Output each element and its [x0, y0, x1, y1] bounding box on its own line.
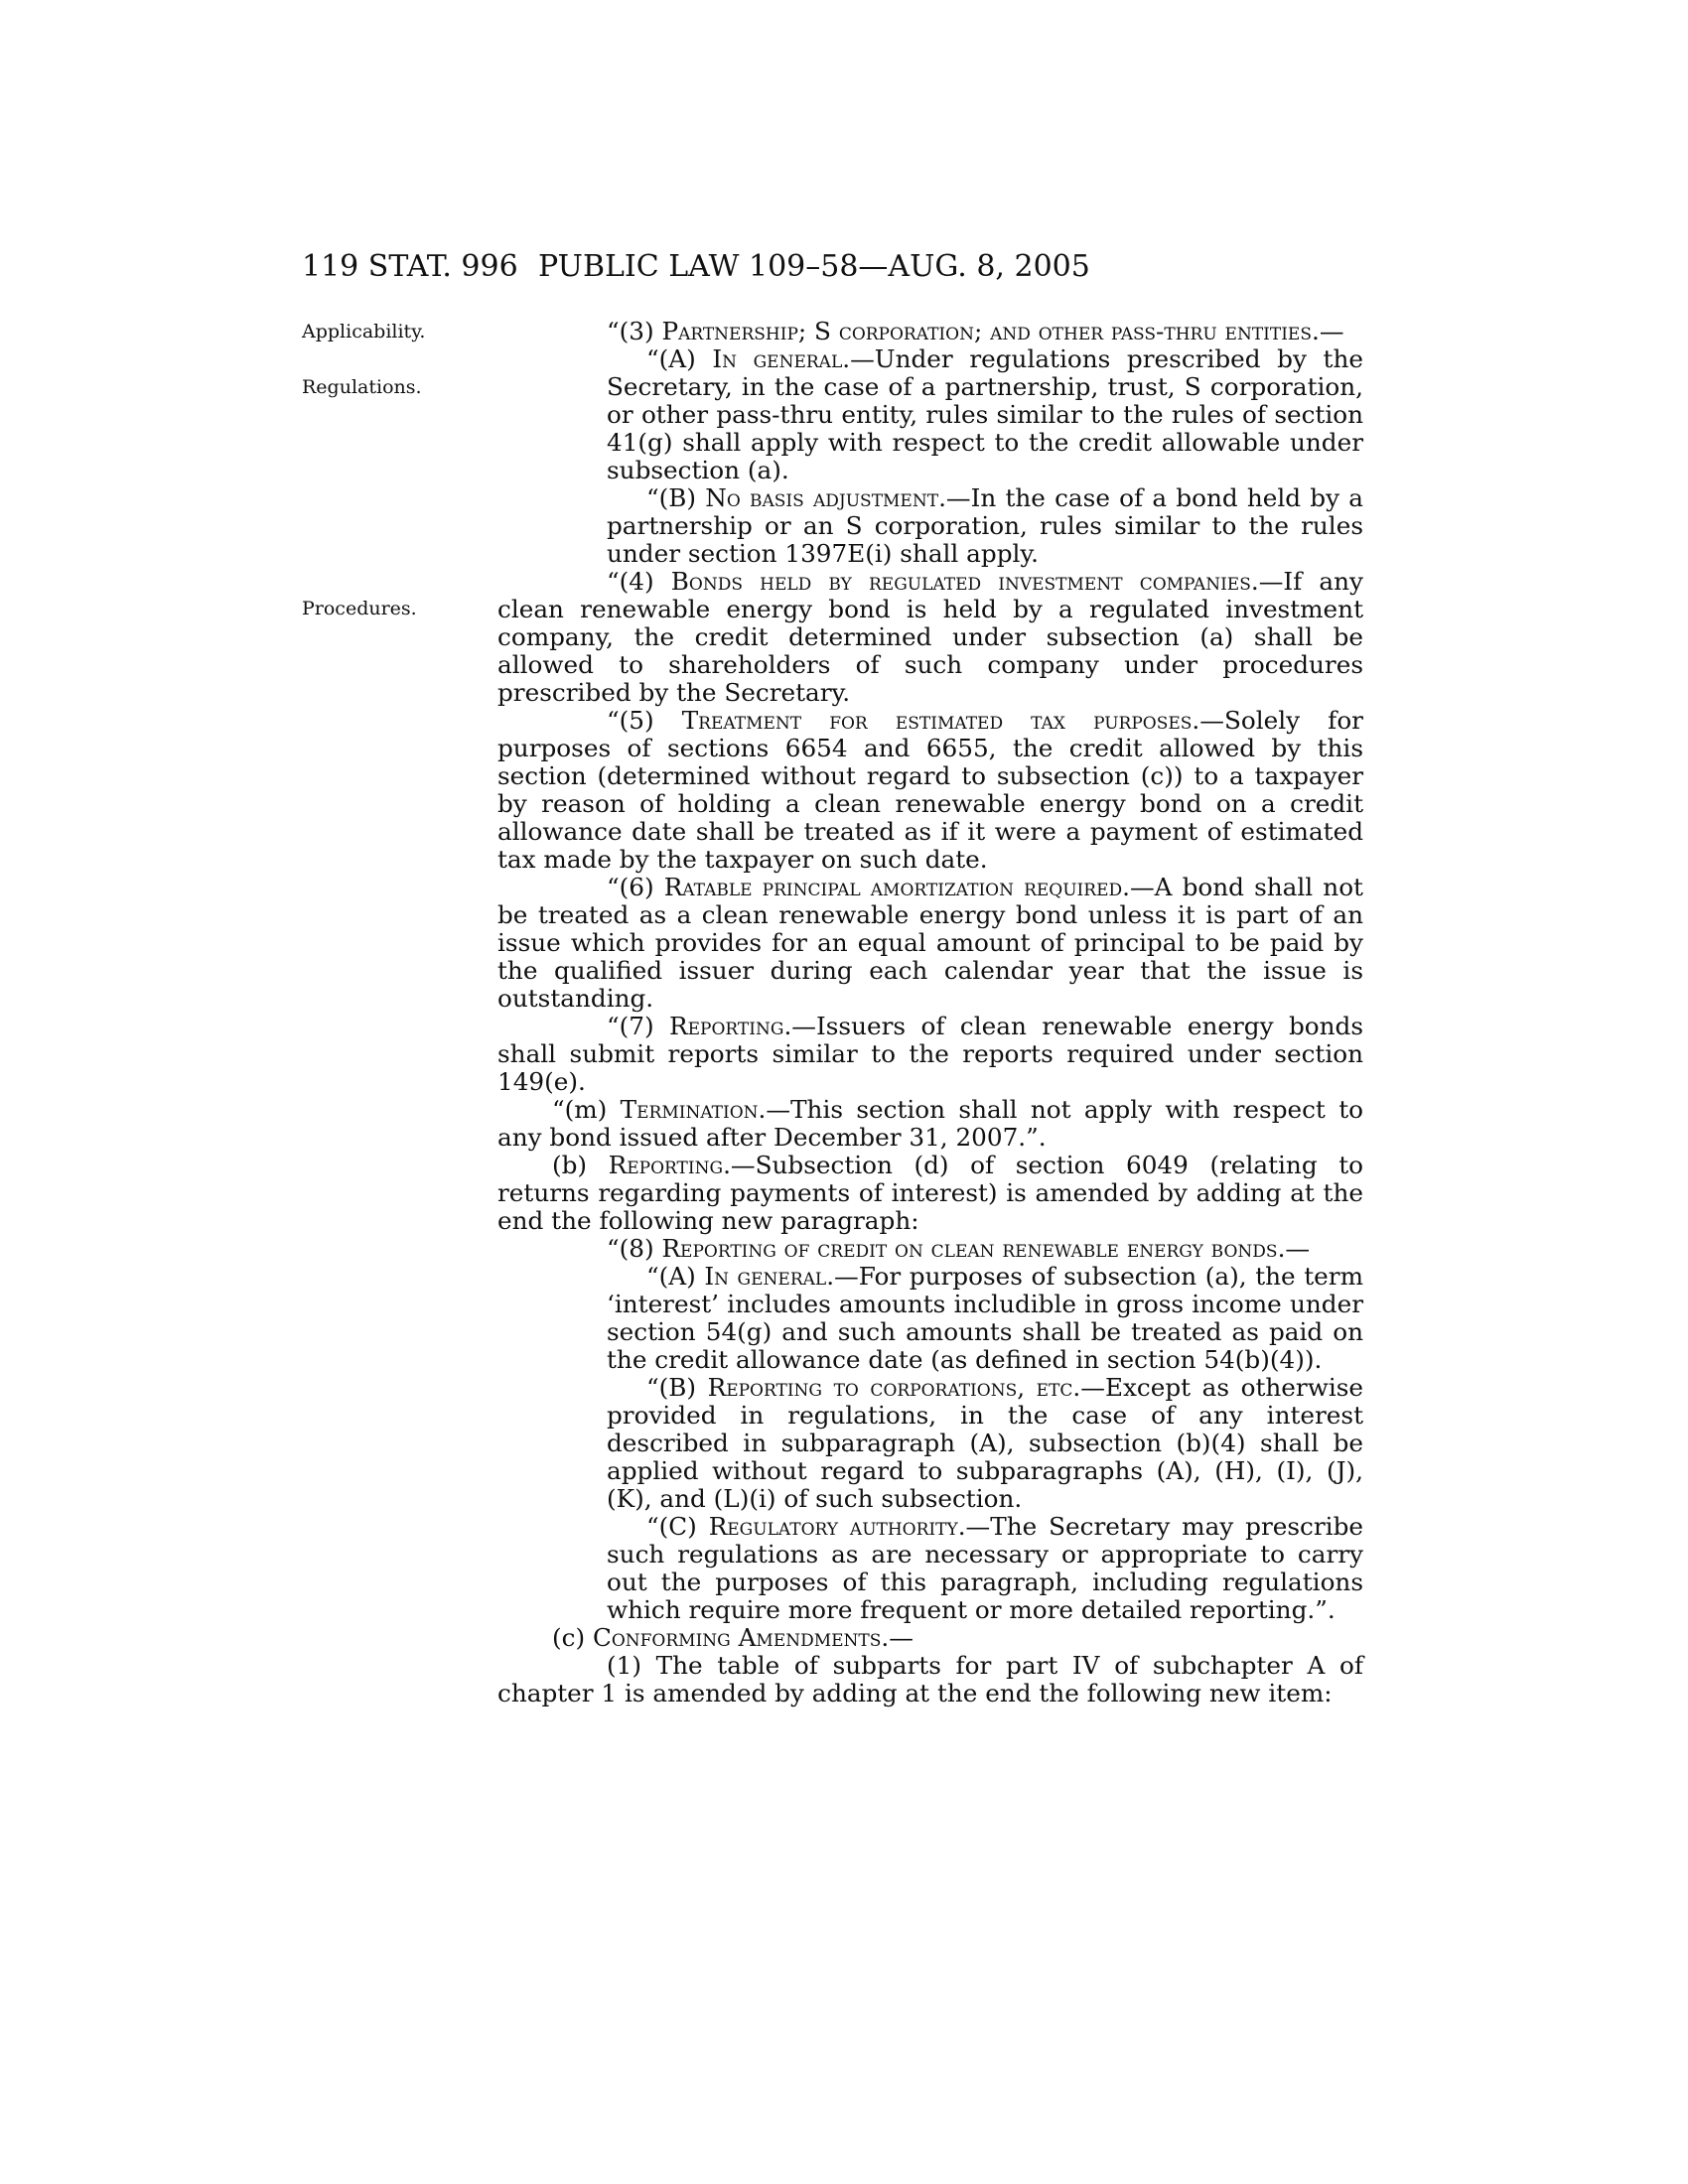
subparagraph-8b-number: “(B): [646, 1373, 708, 1402]
subparagraph-8c: [497, 1513, 1363, 1624]
subsection-b-number: (b): [552, 1151, 609, 1179]
margin-note-regulations: Regulations.: [302, 376, 422, 398]
paragraph-6-number: “(6): [607, 873, 664, 901]
subparagraph-3a: [497, 345, 1363, 484]
subsection-c-heading: Conforming Amendments: [592, 1623, 882, 1652]
subparagraph-3b-heading: No basis adjustment: [705, 483, 939, 512]
subparagraph-8c-number: “(C): [646, 1512, 709, 1541]
margin-note-applicability: Applicability.: [302, 321, 426, 342]
paragraph-7-heading: Reporting: [669, 1012, 784, 1040]
paragraph-7: [497, 1013, 1363, 1096]
paragraph-c1-text: (1) The table of subparts for part IV of subchapter A of chapter 1 is amended by adding at the end the following new item:: [497, 1651, 1363, 1707]
paragraph-6-text: .—A bond shall not be treated as a clean renewable energy bond unless it is part of an issue which provides for an equal amount of principal to be paid by the qualified issuer during each calendar year that the issue is outstanding.: [497, 873, 1363, 1013]
paragraph-6: [497, 874, 1363, 1013]
paragraph-6-heading: Ratable principal amortization required: [663, 873, 1123, 901]
paragraph-8-text: .—: [1277, 1234, 1311, 1263]
paragraph-7-number: “(7): [607, 1012, 670, 1040]
paragraph-3-number: “(3): [607, 317, 662, 345]
subparagraph-8a: [497, 1263, 1363, 1374]
subsection-b: [497, 1152, 1363, 1235]
paragraph-8: [497, 1235, 1363, 1263]
law-title: PUBLIC LAW 109–58—AUG. 8, 2005: [538, 249, 1090, 284]
subparagraph-3b: [497, 484, 1363, 568]
paragraph-7-text: .—Issuers of clean renewable energy bonds shall submit reports similar to the reports required under section 149(e).: [497, 1012, 1363, 1096]
paragraph-4-number: “(4): [607, 567, 671, 596]
subsection-m-heading: Termination: [620, 1095, 759, 1124]
subparagraph-3a-text: .—Under regulations prescribed by the Secretary, in the case of a partnership, trust, S corporation, or other pass-thru entity, rules similar to the rules of section 41(g) shall apply with respect to the credit allowable under subsection (a).: [607, 344, 1363, 484]
margin-note-procedures: Procedures.: [302, 598, 417, 619]
paragraph-8-heading: Reporting of credit on clean renewable energy bonds: [661, 1234, 1278, 1263]
paragraph-c1: [497, 1652, 1363, 1707]
subsection-m-text: .—This section shall not apply with respect to any bond issued after December 31, 2007.”.: [497, 1095, 1363, 1152]
subsection-c-number: (c): [552, 1623, 593, 1652]
paragraph-4-heading: Bonds held by regulated investment companies: [670, 567, 1251, 596]
subsection-c: [497, 1624, 1363, 1652]
subparagraph-3a-heading: In general: [712, 344, 843, 373]
paragraph-3-heading: Partnership; S corporation; and other pass-thru entities: [661, 317, 1312, 345]
paragraph-5-text: .—Solely for purposes of sections 6654 and 6655, the credit allowed by this section (determined without regard to subsection (c)) to a taxpayer by reason of holding a clean renewable energy bond on a credit allowance date shall be treated as if it were a payment of estimated tax made by the taxpayer on such date.: [497, 706, 1363, 874]
paragraph-5: [497, 707, 1363, 874]
subparagraph-3b-text: .—In the case of a bond held by a partnership or an S corporation, rules similar to the rules under section 1397E(i) shall apply.: [607, 483, 1363, 568]
subparagraph-8c-heading: Regulatory authority: [708, 1512, 958, 1541]
paragraph-8-number: “(8): [607, 1234, 662, 1263]
subparagraph-8b: [497, 1374, 1363, 1513]
subparagraph-8a-number: “(A): [646, 1262, 705, 1291]
document-body: [497, 318, 1363, 1707]
subparagraph-3b-number: “(B): [646, 483, 706, 512]
paragraph-5-heading: Treatment for estimated tax purposes: [681, 706, 1193, 735]
paragraph-5-number: “(5): [607, 706, 682, 735]
subsection-b-text: .—Subsection (d) of section 6049 (relating to returns regarding payments of interest) is amended by adding at the end the following new paragraph:: [497, 1151, 1363, 1235]
subparagraph-8c-text: .—The Secretary may prescribe such regulations as are necessary or appropriate to carry out the purposes of this paragraph, including regulations which require more frequent or more detailed reporting.”.: [607, 1512, 1363, 1624]
subsection-b-heading: Reporting: [608, 1151, 724, 1179]
subsection-m-number: “(m): [552, 1095, 621, 1124]
paragraph-4-text: .—If any clean renewable energy bond is held by a regulated investment company, the credit determined under subsection (a) shall be allowed to shareholders of such company under procedures prescribed by the Secretary.: [497, 567, 1363, 707]
subparagraph-8b-text: .—Except as otherwise provided in regulations, in the case of any interest described in subparagraph (A), subsection (b)(4) shall be applied without regard to subparagraphs (A), (H), (I), (J), (K), and (L)(i) of such subsection.: [607, 1373, 1363, 1513]
paragraph-3: [497, 318, 1363, 345]
subparagraph-3a-number: “(A): [646, 344, 713, 373]
subsection-c-text: .—: [881, 1623, 914, 1652]
subparagraph-8a-heading: In general: [704, 1262, 827, 1291]
subparagraph-8b-heading: Reporting to corporations, etc: [707, 1373, 1073, 1402]
paragraph-3-text: .—: [1311, 317, 1344, 345]
paragraph-4: [497, 568, 1363, 707]
subsection-m: [497, 1096, 1363, 1152]
subparagraph-8a-text: .—For purposes of subsection (a), the term ‘interest’ includes amounts includible in gross income under section 54(g) and such amounts shall be treated as paid on the credit allowance date (as defined in section 54(b)(4)).: [607, 1262, 1363, 1374]
stat-page-number: 119 STAT. 996: [302, 249, 518, 284]
